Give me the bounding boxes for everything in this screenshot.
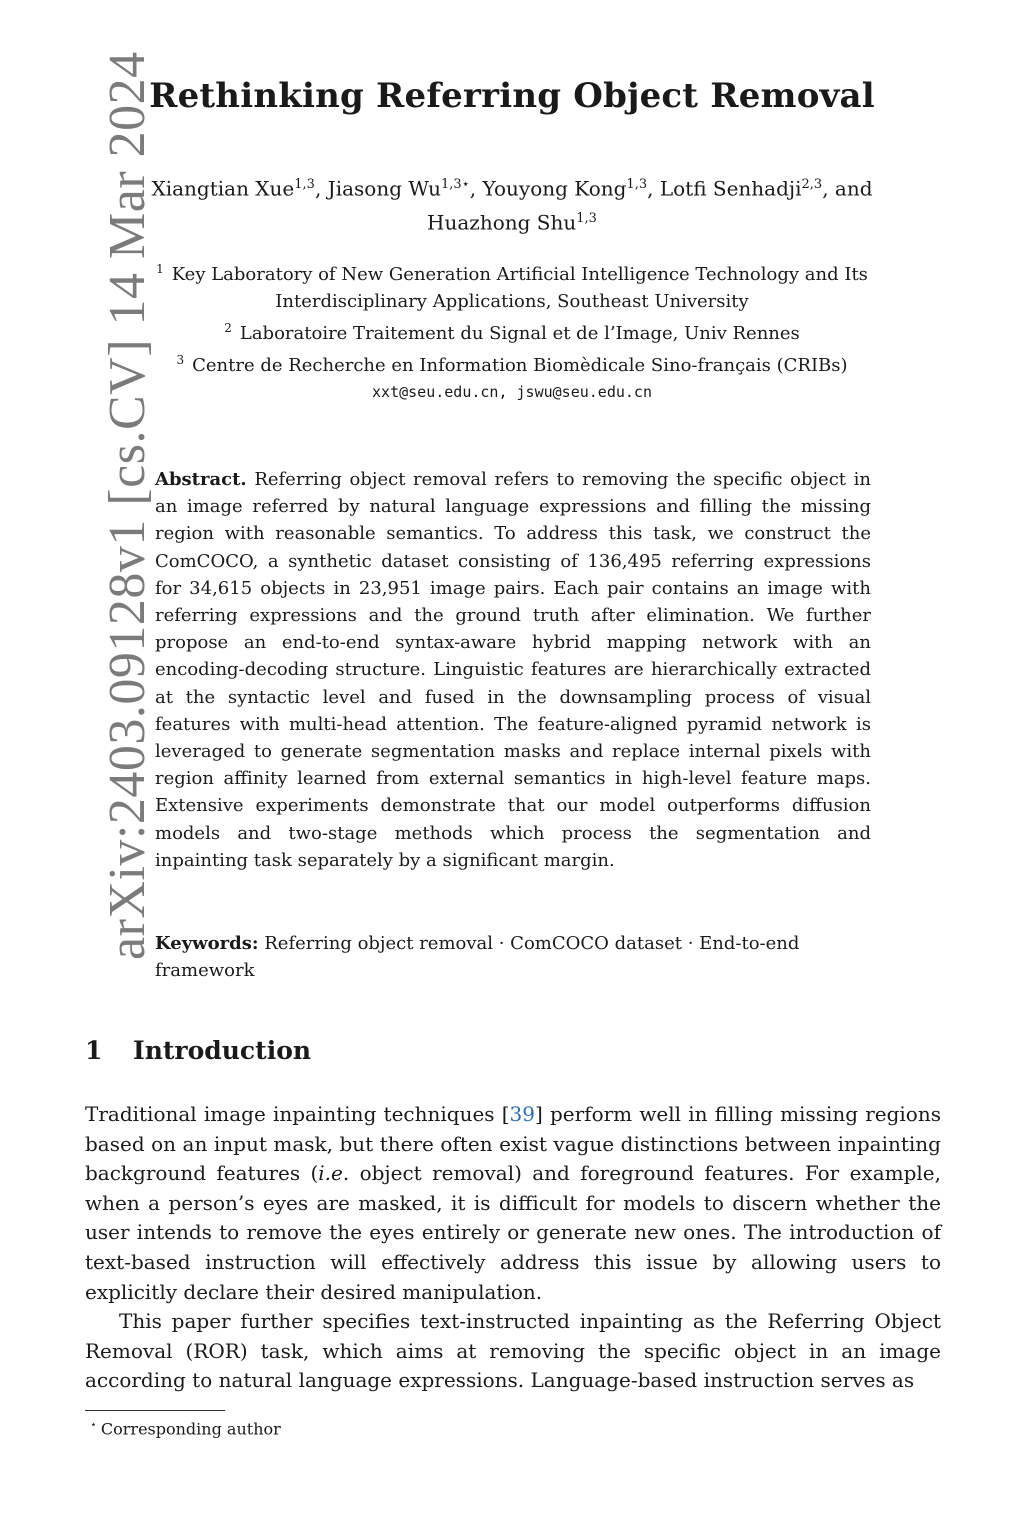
footnote-mark: ⋆ xyxy=(90,1418,97,1431)
arxiv-identifier: arXiv:2403.09128v1 [cs.CV] 14 Mar 2024 xyxy=(99,51,156,960)
introduction-body xyxy=(85,1100,941,1396)
author: Jiasong Wu xyxy=(327,176,441,201)
footnote xyxy=(90,1418,281,1438)
paper-title: Rethinking Referring Object Removal xyxy=(149,76,875,116)
section-heading xyxy=(85,1036,311,1065)
keywords-text: Referring object removal · ComCOCO dataset · End-to-end framework xyxy=(155,933,800,981)
section-title: Introduction xyxy=(133,1036,312,1065)
affiliation: $^3$ Centre de Recherche en Information Biomèdicale Sino-français (CRIBs) xyxy=(176,353,848,376)
affiliation-continued: Interdisciplinary Applications, Southeast University xyxy=(275,291,749,312)
footnote-text: Corresponding author xyxy=(100,1419,281,1439)
abstract-label: Abstract. xyxy=(155,469,247,490)
section-number: 1 xyxy=(85,1036,103,1065)
author-affil-mark: 2,3 xyxy=(801,177,823,192)
keywords xyxy=(155,930,871,984)
abstract xyxy=(155,466,871,874)
author: Xiangtian Xue xyxy=(151,176,295,201)
keywords-label: Keywords: xyxy=(155,933,259,954)
footnote-divider xyxy=(85,1410,225,1411)
author: Huazhong Shu xyxy=(427,210,577,235)
affiliation: $^1$ Key Laboratory of New Generation Artificial Intelligence Technology and Its xyxy=(156,262,868,285)
author-affil-mark: 1,3 xyxy=(294,177,315,192)
author-affil-mark: 1,3 xyxy=(576,210,597,226)
paragraph: Traditional image inpainting techniques [39] perform well in filling missing regions based on an input mask, but there often exist vague distinctions between inpainting background features (i.e. object removal) and foreground features. For example, when a person’s eyes are masked, it is difficult for models to discern whether the user intends to remove the eyes entirely or generate new ones. The introduction of text-based instruction will effectively address this issue by allowing users to explicitly declare their desired manipulation. xyxy=(85,1102,941,1304)
contact-emails[interactable]: xxt@seu.edu.cn, jswu@seu.edu.cn xyxy=(372,383,652,401)
paragraph: This paper further specifies text-instructed inpainting as the Referring Object Removal (ROR) task, which aims at removing the specific object in an image according to natural language expressions. Language-based instruction serves as xyxy=(85,1309,941,1393)
author-list: Xiangtian Xue$^{1,3}$, Jiasong $Wu^{1,3⋆}$, Youyong Kong$^{1,3}$, Lotfi Senhadji$^{2,3}$, and Huazhong Shu$^{1,3}$ xyxy=(151,176,873,235)
author: Lotfi Senhadji xyxy=(659,176,802,201)
author-affil-mark: 1,3⋆ xyxy=(440,177,470,192)
citation-link[interactable]: 39 xyxy=(509,1102,535,1126)
affiliation-list xyxy=(90,256,934,406)
abstract-text: Referring object removal refers to removing the specific object in an image referred by natural language expressions and filling the missing region with reasonable semantics. To address this task, we construct the ComCOCO, a synthetic dataset consisting of 136,495 referring expressions for 34,615 objects in 23,951 image pairs. Each pair contains an image with referring expressions and the ground truth after elimination. We further propose an end-to-end syntax-aware hybrid mapping network with an encoding-decoding structure. Linguistic features are hierarchically extracted at the syntactic level and fused in the downsampling process of visual features with multi-head attention. The feature-aligned pyramid network is leveraged to generate segmentation masks and replace internal pixels with region affinity learned from external semantics in high-level feature maps. Extensive experiments demonstrate that our model outperforms diffusion models and two-stage methods which process the segmentation and inpainting task separately by a significant margin. xyxy=(155,469,871,871)
affiliation: $^2$ Laboratoire Traitement du Signal et de l’Image, Univ Rennes xyxy=(224,321,800,344)
author-affil-mark: 1,3 xyxy=(626,177,648,192)
author: Youyong Kong xyxy=(482,176,627,201)
